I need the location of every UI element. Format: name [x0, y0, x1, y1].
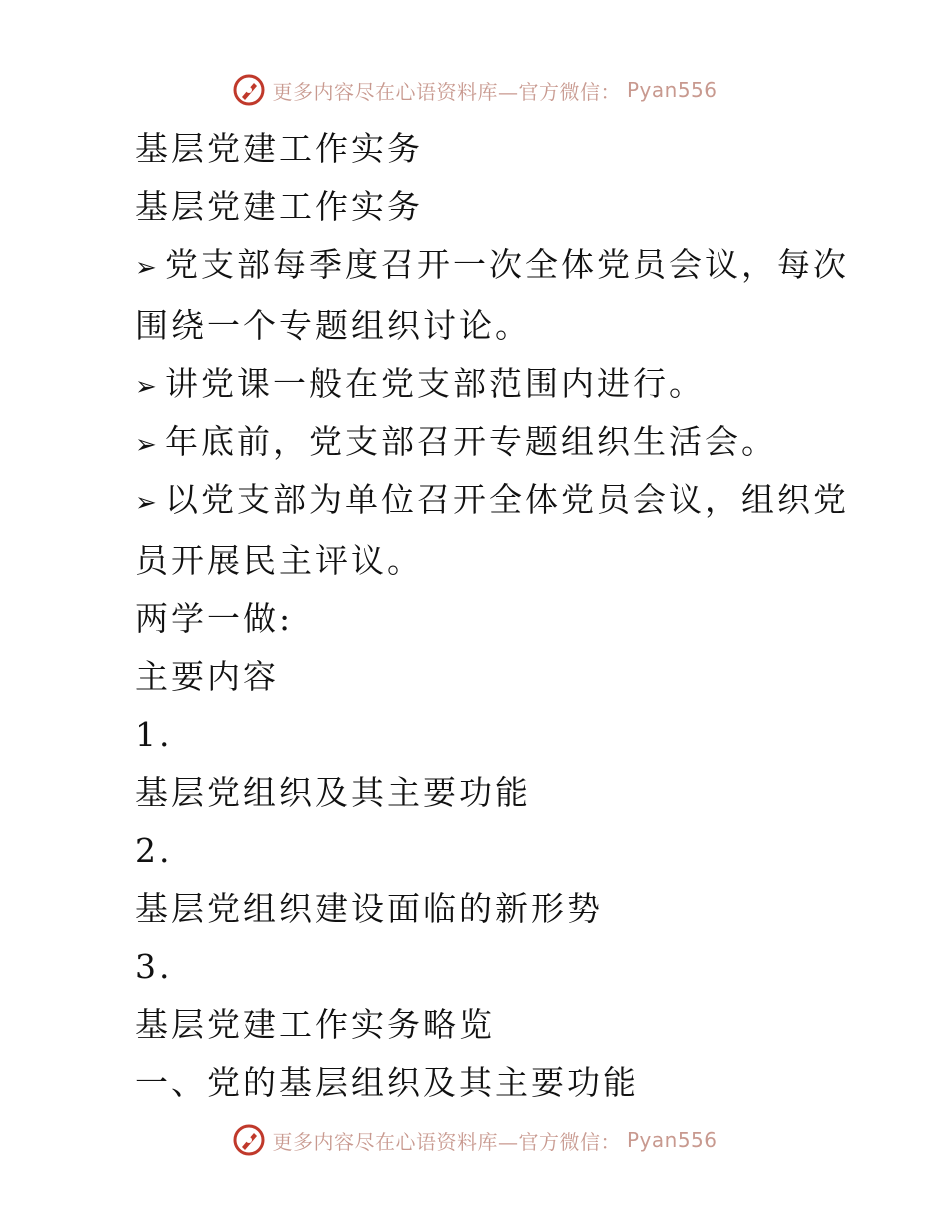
section-label: 两学一做:: [135, 599, 294, 638]
contents-heading: 主要内容: [135, 657, 279, 696]
toc-number: 3.: [135, 947, 173, 986]
toc-item: 基层党建工作实务略览: [135, 1005, 495, 1044]
watermark-text: 更多内容尽在心语资料库—官方微信：: [272, 1129, 621, 1154]
bullet-text: 以党支部为单位召开全体党员会议，组织党员开展民主评议。: [135, 480, 849, 580]
chapter-heading: 一、党的基层组织及其主要功能: [135, 1063, 639, 1102]
header-watermark: [0, 70, 950, 110]
arrow-bullet-icon: ➢: [135, 488, 157, 518]
arrow-bullet-icon: ➢: [135, 372, 157, 402]
bullet-text: 党支部每季度召开一次全体党员会议，每次围绕一个专题组织讨论。: [135, 245, 849, 345]
toc-item: 基层党组织建设面临的新形势: [135, 889, 603, 928]
toc-item: 基层党组织及其主要功能: [135, 773, 531, 812]
arrow-bullet-icon: ➢: [135, 430, 157, 460]
toc-number: 1.: [135, 715, 173, 754]
document-body: [135, 120, 855, 1112]
pen-circle-logo-icon: [232, 1123, 266, 1157]
document-title: 基层党建工作实务: [135, 129, 423, 168]
toc-number: 2.: [135, 831, 173, 870]
watermark-wechat-id: Pyan556: [626, 78, 718, 102]
bullet-text: 年底前，党支部召开专题组织生活会。: [165, 422, 777, 461]
footer-watermark: [0, 1120, 950, 1160]
bullet-item: [135, 471, 855, 590]
document-subtitle: 基层党建工作实务: [135, 187, 423, 226]
pen-circle-logo-icon: [232, 73, 266, 107]
bullet-item: [135, 355, 855, 413]
watermark-text: 更多内容尽在心语资料库—官方微信：: [272, 79, 621, 104]
watermark-wechat-id: Pyan556: [626, 1128, 718, 1152]
arrow-bullet-icon: ➢: [135, 253, 157, 283]
bullet-item: [135, 413, 855, 471]
bullet-text: 讲党课一般在党支部范围内进行。: [165, 364, 705, 403]
bullet-item: [135, 236, 855, 355]
